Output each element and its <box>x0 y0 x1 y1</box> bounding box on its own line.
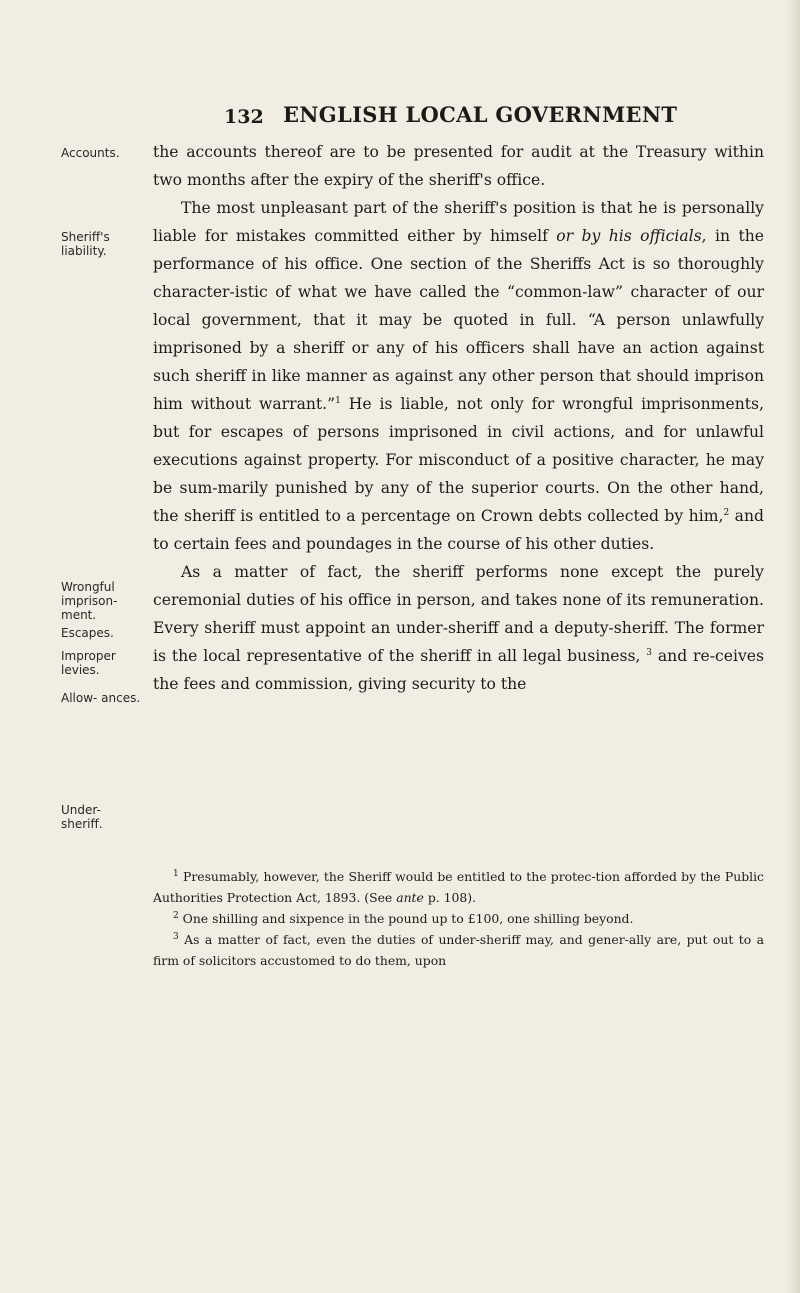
footnote <box>153 908 764 929</box>
margin-note-wrongful-imprisonment: Wrongful imprison- ment. <box>61 580 118 622</box>
page-edge-shadow <box>786 0 800 1293</box>
margin-note-accounts: Accounts. <box>61 146 120 160</box>
text-run: He is liable, not only for wrongful imprisonments, but for escapes of persons imprisoned in civil actions, and for unlawful executions against property. For misconduct of a positive character, he may be sum-marily punished by any of the superior courts. On the other hand, the sheriff is entitled to a percentage on Crown debts collected by him, <box>153 395 764 525</box>
text-run: and re-ceives the fees and commission, giving security to the <box>153 647 764 693</box>
paragraph <box>153 558 764 698</box>
footnote-ref: 2 <box>723 507 730 518</box>
footnote <box>153 866 764 908</box>
running-head: ENGLISH LOCAL GOVERNMENT <box>283 102 678 127</box>
text-run: As a matter of fact, the sheriff performs none except the purely ceremonial duties of his office in person, and takes none of its remuneration. Every sheriff must appoint an under-sheriff and a deputy-sheriff. The former is the local representative of the sheriff in all legal business, <box>153 563 764 665</box>
text-run: The most unpleasant part of the sheriff's position is that he is personally liable for mistakes committed either by himself <box>153 199 764 245</box>
text-run: and to certain fees and poundages in the course of his other duties. <box>153 507 764 553</box>
text-run: As a matter of fact, even the duties of under-sheriff may, and gener-ally are, put out to a firm of solicitors accustomed to do them, upon <box>153 932 764 968</box>
main-text <box>153 138 764 698</box>
text-run: , in the performance of his office. One section of the Sheriffs Act is so thoroughly character-istic of what we have called the “common-law” character of our local government, that it may be quoted in full. “A person unlawfully imprisoned by a sheriff or any of his officers shall have an action against such sheriff in like manner as against any other person that should imprison him without warrant.” <box>153 227 764 413</box>
text-run: p. 108). <box>423 890 477 905</box>
margin-note-improper-levies: Improper levies. <box>61 649 116 677</box>
margin-note-allowances: Allow- ances. <box>61 691 141 705</box>
italic-text: or by his officials <box>556 227 702 245</box>
paragraph <box>153 194 764 558</box>
footnotes <box>153 866 764 971</box>
footnote-ref: 2 <box>173 910 179 921</box>
margin-notes <box>0 0 140 1293</box>
text-run: the accounts thereof are to be presented for audit at the Treasury within two months after the expiry of the sheriff's office. <box>153 143 764 189</box>
text-run: One shilling and sixpence in the pound up to £100, one shilling beyond. <box>178 911 634 926</box>
paragraph <box>153 138 764 194</box>
margin-note-sheriffs-liability: Sheriff's liability. <box>61 230 110 258</box>
margin-note-escapes: Escapes. <box>61 626 114 640</box>
page-number: 132 <box>224 106 264 128</box>
footnote-ref: 1 <box>173 868 179 879</box>
margin-note-under-sheriff: Under- sheriff. <box>61 803 103 831</box>
footnote-ref: 1 <box>335 395 341 406</box>
text-run: Presumably, however, the Sheriff would be entitled to the protec-tion afforded by the Public Authorities Protection Act, 1893. (See <box>153 869 764 905</box>
footnote <box>153 929 764 971</box>
footnote-ref: 3 <box>173 931 179 942</box>
footnote-ref: 3 <box>646 647 653 658</box>
italic-text: ante <box>396 890 424 905</box>
